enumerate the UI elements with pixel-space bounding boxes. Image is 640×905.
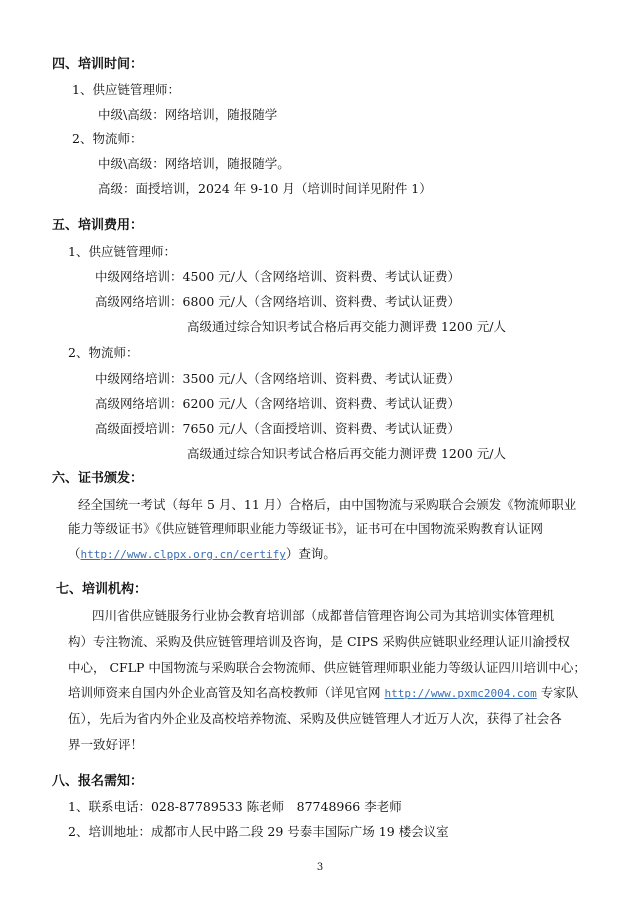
institution-text: 培训师资来自国内外企业高管及知名高校教师（详见官网 (68, 685, 385, 700)
section-heading-training-fees: 五、培训费用： (52, 218, 144, 233)
institution-paragraph-line: 四川省供应链服务行业协会教育培训部（成都普信管理咨询公司为其培训实体管理机 (92, 608, 555, 623)
training-time-line: 中级\高级：网络培训，随报随学。 (98, 156, 290, 171)
training-time-line: 高级：面授培训，2024 年 9-10 月（培训时间详见附件 1） (98, 181, 432, 196)
fee-line: 中级网络培训：4500 元/人（含网络培训、资料费、考试认证费） (95, 269, 460, 284)
paren-open: （ (68, 546, 81, 561)
certify-link[interactable]: http://www.clppx.org.cn/certify (80, 548, 286, 561)
official-site-link[interactable]: http://www.pxmc2004.com (384, 687, 537, 700)
training-time-item-2: 2、物流师： (72, 131, 143, 146)
section-heading-training-time: 四、培训时间： (52, 57, 144, 72)
training-address-line: 2、培训地址：成都市人民中路二段 29 号泰丰国际广场 19 楼会议室 (68, 824, 449, 839)
certificate-paragraph-line: 能力等级证书》《供应链管理师职业能力等级证书》，证书可在中国物流采购教育认证网 (68, 521, 544, 536)
contact-phone-line: 1、联系电话：028-87789533 陈老师 87748966 李老师 (68, 799, 402, 814)
institution-paragraph-line (68, 685, 578, 702)
fee-line: 高级网络培训：6200 元/人（含网络培训、资料费、考试认证费） (95, 396, 460, 411)
training-time-item-1: 1、供应链管理师： (72, 82, 180, 97)
page-number: 3 (316, 862, 324, 873)
fees-item-2: 2、物流师： (68, 345, 139, 360)
fee-line: 中级网络培训：3500 元/人（含网络培训、资料费、考试认证费） (95, 371, 460, 386)
section-heading-registration: 八、报名需知： (52, 774, 144, 789)
certificate-paragraph-line (68, 546, 336, 563)
institution-text: 专家队 (536, 685, 579, 700)
section-heading-training-institution: 七、培训机构： (56, 582, 148, 597)
certificate-paragraph-line: 经全国统一考试（每年 5 月、11 月）合格后，由中国物流与采购联合会颁发《物流师职业 (78, 497, 577, 512)
query-text: ）查询。 (285, 546, 336, 561)
training-time-line: 中级\高级：网络培训，随报随学 (98, 107, 278, 122)
fee-line: 高级面授培训：7650 元/人（含面授培训、资料费、考试认证费） (95, 421, 460, 436)
fee-note: 高级通过综合知识考试合格后再交能力测评费 1200 元/人 (187, 319, 506, 334)
fee-line: 高级网络培训：6800 元/人（含网络培训、资料费、考试认证费） (95, 294, 460, 309)
institution-paragraph-line: 中心， CFLP 中国物流与采购联合会物流师、供应链管理师职业能力等级认证四川培训中心； (68, 660, 586, 675)
institution-paragraph-line: 构）专注物流、采购及供应链管理培训及咨询，是 CIPS 采购供应链职业经理认证川渝授权 (68, 634, 570, 649)
fees-item-1: 1、供应链管理师： (68, 244, 176, 259)
fee-note: 高级通过综合知识考试合格后再交能力测评费 1200 元/人 (187, 446, 506, 461)
institution-paragraph-line: 伍），先后为省内外企业及高校培养物流、采购及供应链管理人才近万人次，获得了社会各 (68, 711, 562, 726)
section-heading-certificate: 六、证书颁发： (52, 471, 144, 486)
institution-paragraph-line: 界一致好评！ (68, 737, 144, 752)
